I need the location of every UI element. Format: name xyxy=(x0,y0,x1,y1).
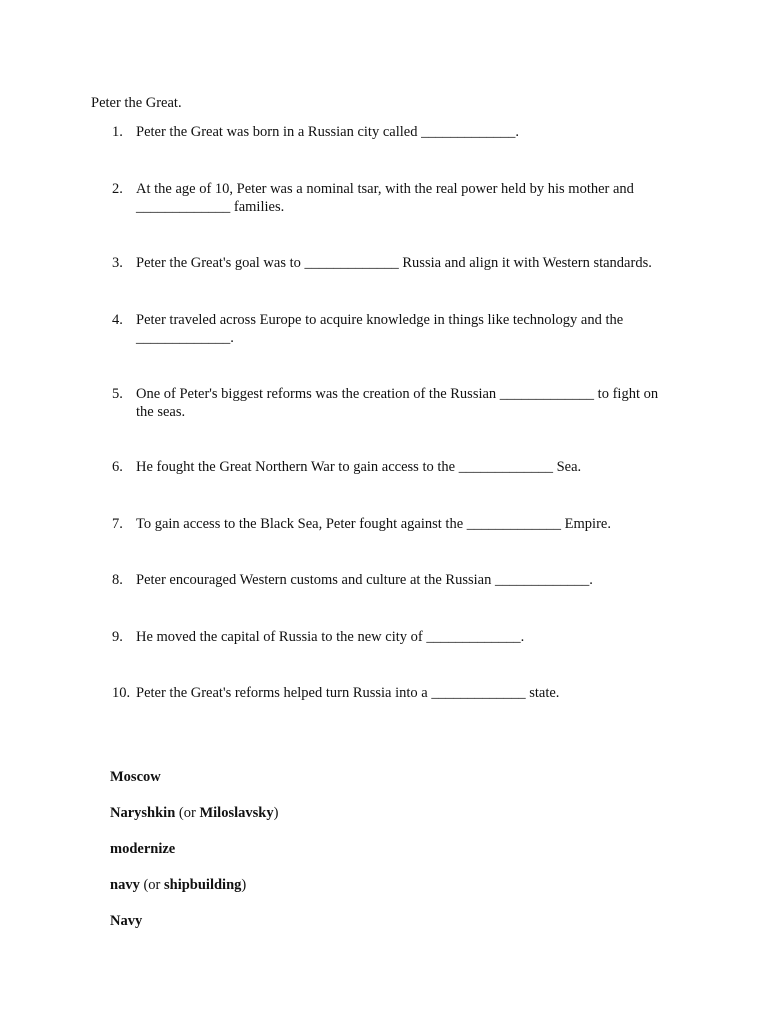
question-text: To gain access to the Black Sea, Peter fought against the _____________ Empire. xyxy=(136,516,611,532)
answer-main: Naryshkin xyxy=(110,805,176,821)
question-number: 2. xyxy=(112,181,123,197)
question-text: One of Peter's biggest reforms was the creation of the Russian _____________ to fight on the seas. xyxy=(136,386,659,420)
question-number: 10. xyxy=(112,685,131,701)
question-text: Peter the Great's reforms helped turn Russia into a _____________ state. xyxy=(136,685,560,701)
answer-main: Navy xyxy=(110,913,143,929)
question-text: Peter the Great's goal was to _____________ Russia and align it with Western standards. xyxy=(136,255,652,271)
question-number: 4. xyxy=(112,312,123,328)
question-text: Peter the Great was born in a Russian city called _____________. xyxy=(136,124,519,140)
answer-or: (or xyxy=(175,805,200,821)
answer-item xyxy=(110,876,246,894)
question-number: 1. xyxy=(112,124,123,140)
question-number: 3. xyxy=(112,255,123,271)
answer-or: (or xyxy=(139,877,164,893)
question-item xyxy=(112,180,672,216)
question-number: 6. xyxy=(112,459,123,475)
question-item xyxy=(112,123,672,141)
question-number: 9. xyxy=(112,629,123,645)
answer-main: navy xyxy=(110,877,140,893)
question-item xyxy=(112,628,672,646)
question-item xyxy=(112,571,672,589)
answer-item xyxy=(110,768,161,786)
answer-alternative: shipbuilding xyxy=(164,877,242,893)
answer-item xyxy=(110,840,175,858)
document-title: Peter the Great. xyxy=(91,95,182,111)
question-item xyxy=(112,254,672,272)
question-text: He moved the capital of Russia to the new city of _____________. xyxy=(136,629,525,645)
answer-main: Moscow xyxy=(110,769,161,785)
question-item xyxy=(112,515,672,533)
question-text: Peter traveled across Europe to acquire knowledge in things like technology and the _____________. xyxy=(136,312,624,346)
answer-close: ) xyxy=(273,805,279,821)
question-number: 7. xyxy=(112,516,123,532)
question-text: At the age of 10, Peter was a nominal tsar, with the real power held by his mother and _____________ families. xyxy=(136,181,634,215)
question-item xyxy=(112,684,672,702)
question-item xyxy=(112,458,672,476)
question-number: 8. xyxy=(112,572,123,588)
question-item xyxy=(112,311,672,347)
answer-main: modernize xyxy=(110,841,176,857)
question-item xyxy=(112,385,672,421)
answer-alternative: Miloslavsky xyxy=(199,805,274,821)
question-number: 5. xyxy=(112,386,123,402)
answer-close: ) xyxy=(241,877,247,893)
question-text: Peter encouraged Western customs and culture at the Russian _____________. xyxy=(136,572,593,588)
answer-item xyxy=(110,804,278,822)
answer-item xyxy=(110,912,142,930)
question-text: He fought the Great Northern War to gain access to the _____________ Sea. xyxy=(136,459,582,475)
